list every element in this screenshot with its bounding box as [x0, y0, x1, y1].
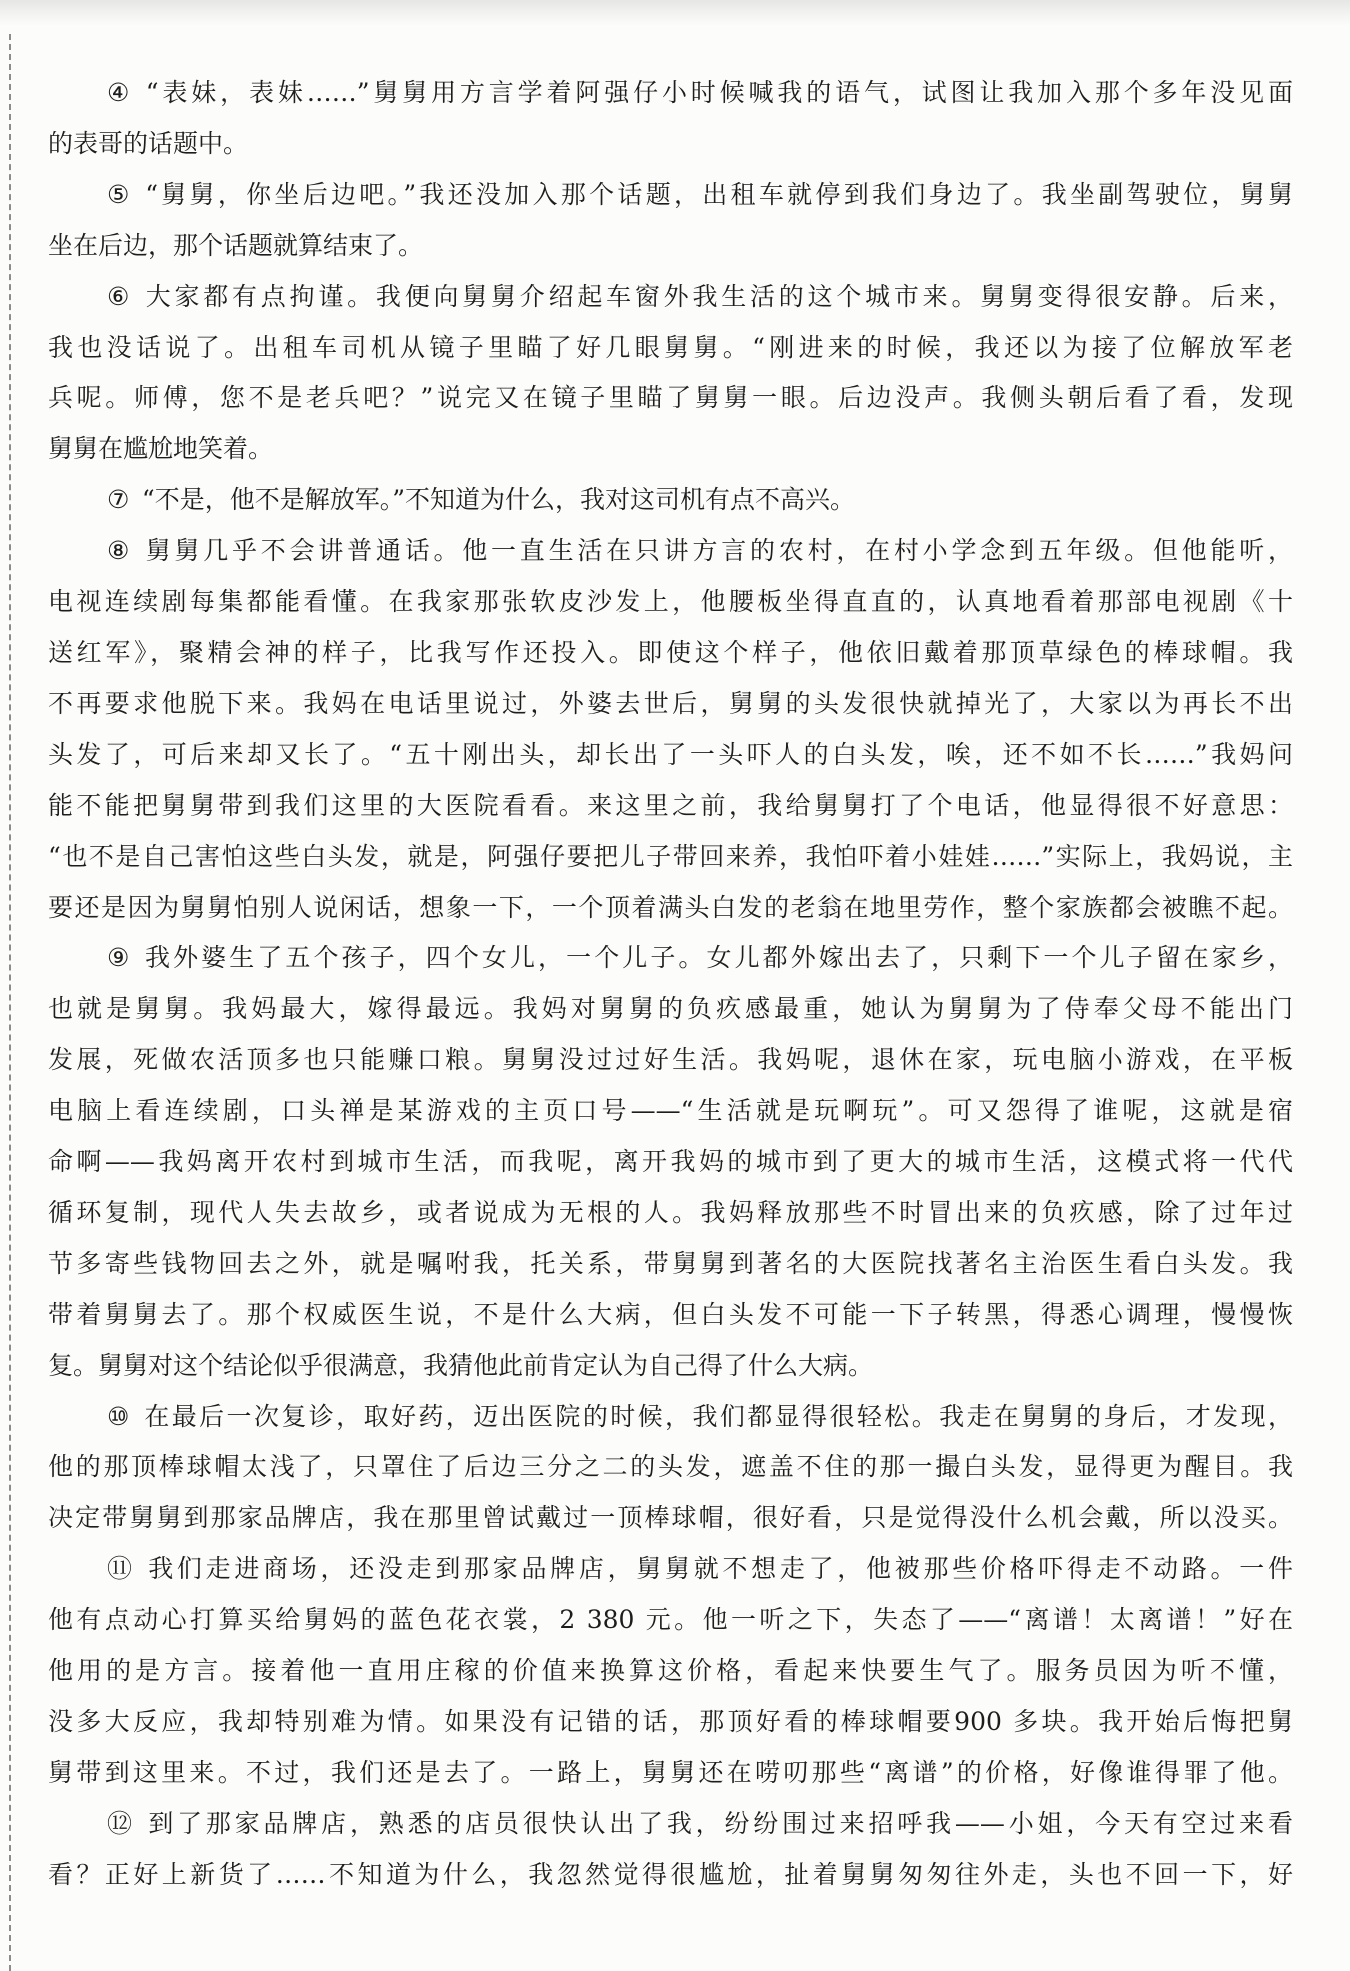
- text-line: [48, 424, 1293, 475]
- line-text: 舅舅几乎不会讲普通话。他一直生活在只讲方言的农村，在村小学念到五年级。但他能听，: [145, 536, 1293, 566]
- text-line: [48, 1442, 1293, 1493]
- line-text: 的表哥的话题中。: [48, 128, 249, 158]
- line-text: 兵呢。师傅，您不是老兵吧？”说完又在镜子里瞄了舅舅一眼。后边没声。我侧头朝后看了看，发现: [48, 383, 1293, 413]
- text-line: [48, 1697, 1293, 1748]
- paragraph-5: [48, 170, 1293, 272]
- line-text: 电脑上看连续剧，口头禅是某游戏的主页口号——“生活就是玩啊玩”。可又怨得了谁呢，这就是宿: [48, 1096, 1293, 1126]
- scan-top-edge: [0, 0, 1350, 26]
- text-line: [48, 1748, 1293, 1799]
- paragraph-11: [48, 1544, 1293, 1799]
- paragraph-number: ⑫: [107, 1808, 136, 1838]
- line-text: 他的那顶棒球帽太浅了，只罩住了后边三分之二的头发，遮盖不住的那一撮白头发，显得更为醒目。我: [48, 1452, 1293, 1482]
- text-line: [48, 1188, 1293, 1239]
- line-text: 循环复制，现代人失去故乡，或者说成为无根的人。我妈释放那些不时冒出来的负疚感，除了过年过: [48, 1197, 1293, 1227]
- paragraph-6: [48, 272, 1293, 476]
- paragraph-number: ⑦: [107, 485, 130, 515]
- text-line: [48, 1035, 1293, 1086]
- text-line: [48, 781, 1293, 832]
- text-line: [48, 577, 1293, 628]
- line-text: 在最后一次复诊，取好药，迈出医院的时候，我们都显得很轻松。我走在舅舅的身后，才发现，: [144, 1401, 1293, 1431]
- text-line: [48, 1086, 1293, 1137]
- paragraph-9: [48, 933, 1293, 1391]
- paragraph-10: [48, 1392, 1293, 1545]
- text-line: [48, 68, 1293, 119]
- paragraph-number: ⑥: [107, 281, 134, 311]
- paragraph-4: [48, 68, 1293, 170]
- text-line: [48, 1850, 1293, 1901]
- line-text: 不再要求他脱下来。我妈在电话里说过，外婆去世后，舅舅的头发很快就掉光了，大家以为再长不出: [48, 688, 1293, 718]
- line-text: 到了那家品牌店，熟悉的店员很快认出了我，纷纷围过来招呼我——小姐，今天有空过来看: [148, 1808, 1293, 1838]
- line-text: 复。舅舅对这个结论似乎很满意，我猜他此前肯定认为自己得了什么大病。: [48, 1350, 874, 1380]
- text-line: [48, 1137, 1293, 1188]
- paragraph-number: ⑪: [107, 1554, 136, 1584]
- text-line: [48, 1544, 1293, 1595]
- line-text: 大家都有点拘谨。我便向舅舅介绍起车窗外我生活的这个城市来。舅舅变得很安静。后来，: [145, 281, 1293, 311]
- text-line: [48, 679, 1293, 730]
- line-text: 我外婆生了五个孩子，四个女儿，一个儿子。女儿都外嫁出去了，只剩下一个儿子留在家乡，: [145, 943, 1293, 973]
- paragraph-number: ⑨: [107, 943, 133, 973]
- text-line: [48, 1341, 1293, 1392]
- line-text: 要还是因为舅舅怕别人说闲话，想象一下，一个顶着满头白发的老翁在地里劳作，整个家族都会被瞧不起。: [48, 892, 1293, 922]
- line-text: 看？正好上新货了……不知道为什么，我忽然觉得很尴尬，扯着舅舅匆匆往外走，头也不回一下，好: [48, 1859, 1293, 1889]
- binding-dashed-line: [9, 34, 11, 1971]
- text-line: [48, 170, 1293, 221]
- text-line: [48, 1799, 1293, 1850]
- line-text: 命啊——我妈离开农村到城市生活，而我呢，离开我妈的城市到了更大的城市生活，这模式将一代代: [48, 1147, 1293, 1177]
- text-line: [48, 832, 1293, 883]
- text-line: [48, 221, 1293, 272]
- line-text: 电视连续剧每集都能看懂。在我家那张软皮沙发上，他腰板坐得直直的，认真地看着那部电视剧《十: [48, 587, 1293, 617]
- text-line: [48, 883, 1293, 934]
- paragraph-number: ⑤: [107, 179, 133, 209]
- line-text: “舅舅，你坐后边吧。”我还没加入那个话题，出租车就停到我们身边了。我坐副驾驶位，舅舅: [145, 179, 1293, 209]
- text-line: [48, 1646, 1293, 1697]
- line-text: “表妹，表妹……”舅舅用方言学着阿强仔小时候喊我的语气，试图让我加入那个多年没见面: [145, 78, 1293, 107]
- line-text: 没多大反应，我却特别难为情。如果没有记错的话，那顶好看的棒球帽要900 多块。我开始后悔把舅: [48, 1707, 1293, 1736]
- line-text: 他有点动心打算买给舅妈的蓝色花衣裳，2 380 元。他一听之下，失态了——“离谱！太离谱！”好在: [48, 1605, 1293, 1635]
- paragraph-number: ④: [107, 78, 134, 107]
- line-text: 他用的是方言。接着他一直用庄稼的价值来换算这价格，看起来快要生气了。服务员因为听不懂，: [48, 1656, 1293, 1686]
- text-line: [48, 1595, 1293, 1646]
- line-text: 我也没话说了。出租车司机从镜子里瞄了好几眼舅舅。“刚进来的时候，我还以为接了位解放军老: [48, 332, 1293, 362]
- line-text: 带着舅舅去了。那个权威医生说，不是什么大病，但白头发不可能一下子转黑，得悉心调理，慢慢恢: [48, 1299, 1293, 1329]
- text-line: [48, 933, 1293, 984]
- text-line: [48, 526, 1293, 577]
- text-line: [48, 730, 1293, 781]
- reading-passage: [48, 68, 1293, 1901]
- line-text: 能不能把舅舅带到我们这里的大医院看看。来这里之前，我给舅舅打了个电话，他显得很不好意思：: [48, 790, 1293, 820]
- text-line: [48, 984, 1293, 1035]
- paragraph-7: [48, 475, 1293, 526]
- paragraph-12: [48, 1799, 1293, 1901]
- text-line: [48, 1392, 1293, 1443]
- text-line: [48, 323, 1293, 374]
- line-text: 决定带舅舅到那家品牌店，我在那里曾试戴过一顶棒球帽，很好看，只是觉得没什么机会戴，所以没买。: [48, 1503, 1293, 1533]
- line-text: 头发了，可后来却又长了。“五十刚出头，却长出了一头吓人的白头发，唉，还不如不长……”我妈问: [48, 739, 1293, 769]
- line-text: 送红军》，聚精会神的样子，比我写作还投入。即使这个样子，他依旧戴着那顶草绿色的棒球帽。我: [48, 637, 1293, 667]
- text-line: [48, 1239, 1293, 1290]
- line-text: 我们走进商场，还没走到那家品牌店，舅舅就不想走了，他被那些价格吓得走不动路。一件: [148, 1554, 1293, 1584]
- paragraph-number: ⑩: [107, 1401, 132, 1431]
- line-text: 也就是舅舅。我妈最大，嫁得最远。我妈对舅舅的负疚感最重，她认为舅舅为了侍奉父母不能出门: [48, 994, 1293, 1024]
- text-line: [48, 373, 1293, 424]
- text-line: [48, 1493, 1293, 1544]
- text-line: [48, 1290, 1293, 1341]
- text-line: [48, 628, 1293, 679]
- line-text: “不是，他不是解放军。”不知道为什么，我对这司机有点不高兴。: [141, 485, 855, 515]
- line-text: “也不是自己害怕这些白头发，就是，阿强仔要把儿子带回来养，我怕吓着小娃娃……”实际上，我妈说，主: [48, 841, 1293, 871]
- line-text: 节多寄些钱物回去之外，就是嘱咐我，托关系，带舅舅到著名的大医院找著名主治医生看白头发。我: [48, 1248, 1293, 1278]
- line-text: 坐在后边，那个话题就算结束了。: [48, 230, 424, 260]
- line-text: 发展，死做农活顶多也只能赚口粮。舅舅没过过好生活。我妈呢，退休在家，玩电脑小游戏，在平板: [48, 1045, 1293, 1075]
- paragraph-number: ⑧: [107, 536, 134, 566]
- text-line: [48, 475, 1293, 526]
- line-text: 舅舅在尴尬地笑着。: [48, 434, 274, 464]
- paragraph-8: [48, 526, 1293, 933]
- text-line: [48, 119, 1293, 170]
- text-line: [48, 272, 1293, 323]
- line-text: 舅带到这里来。不过，我们还是去了。一路上，舅舅还在唠叨那些“离谱”的价格，好像谁得罪了他。: [48, 1757, 1293, 1787]
